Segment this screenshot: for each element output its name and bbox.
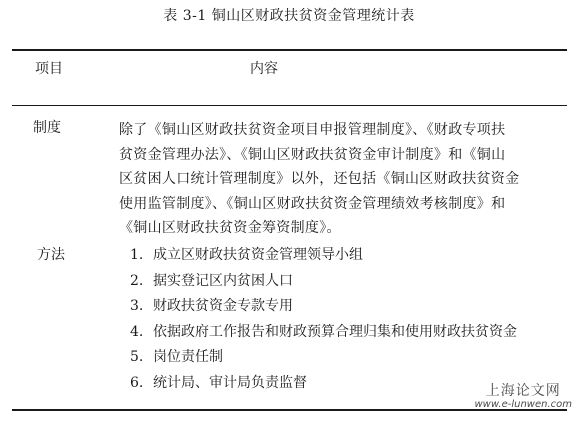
system-line: 使用监管制度》、《铜山区财政扶贫资金管理绩效考核制度》和 <box>119 195 506 212</box>
method-list <box>130 243 517 397</box>
method-number: 1. <box>130 247 144 263</box>
system-line: 区贫困人口统计管理制度》以外，还包括《铜山区财政扶贫资金 <box>119 171 520 187</box>
method-item <box>130 345 517 371</box>
row-label-method: 方法 <box>37 247 65 263</box>
system-line: 贫资金管理办法》、《铜山区财政扶贫资金审计制度》和《铜山 <box>119 146 506 163</box>
method-item <box>130 269 517 295</box>
method-text: 统计局、审计局负责监督 <box>153 374 307 391</box>
watermark <box>475 383 573 411</box>
method-number: 6. <box>130 374 144 391</box>
row-label-system: 制度 <box>33 120 61 136</box>
header-item: 项目 <box>35 61 63 77</box>
table-top-rule <box>12 49 567 51</box>
method-text: 成立区财政扶贫资金管理领导小组 <box>153 247 363 263</box>
watermark-name: 上海论文网 <box>485 383 561 399</box>
method-text: 依据政府工作报告和财政预算合理归集和使用财政扶贫资金 <box>153 323 517 340</box>
method-item <box>130 371 517 397</box>
method-item <box>130 243 517 269</box>
method-number: 5. <box>130 349 144 366</box>
method-number: 3. <box>130 298 144 315</box>
method-text: 岗位责任制 <box>153 349 223 366</box>
method-text: 财政扶贫资金专款专用 <box>153 298 293 315</box>
system-line: 《铜山区财政扶贫资金筹资制度》。 <box>119 220 341 236</box>
watermark-url: www.e-lunwen.com <box>474 399 572 410</box>
method-item <box>130 294 517 320</box>
table-caption: 表 3-1 铜山区财政扶贫资金管理统计表 <box>163 8 415 24</box>
method-item <box>130 320 517 346</box>
table-header-rule <box>12 105 567 106</box>
method-number: 2. <box>130 272 144 289</box>
method-number: 4. <box>130 323 144 340</box>
system-line: 除了《铜山区财政扶贫资金项目申报管理制度》、《财政专项扶 <box>119 122 506 138</box>
system-paragraph <box>119 118 564 241</box>
method-text: 据实登记区内贫困人口 <box>153 272 293 289</box>
header-content: 内容 <box>250 61 278 77</box>
